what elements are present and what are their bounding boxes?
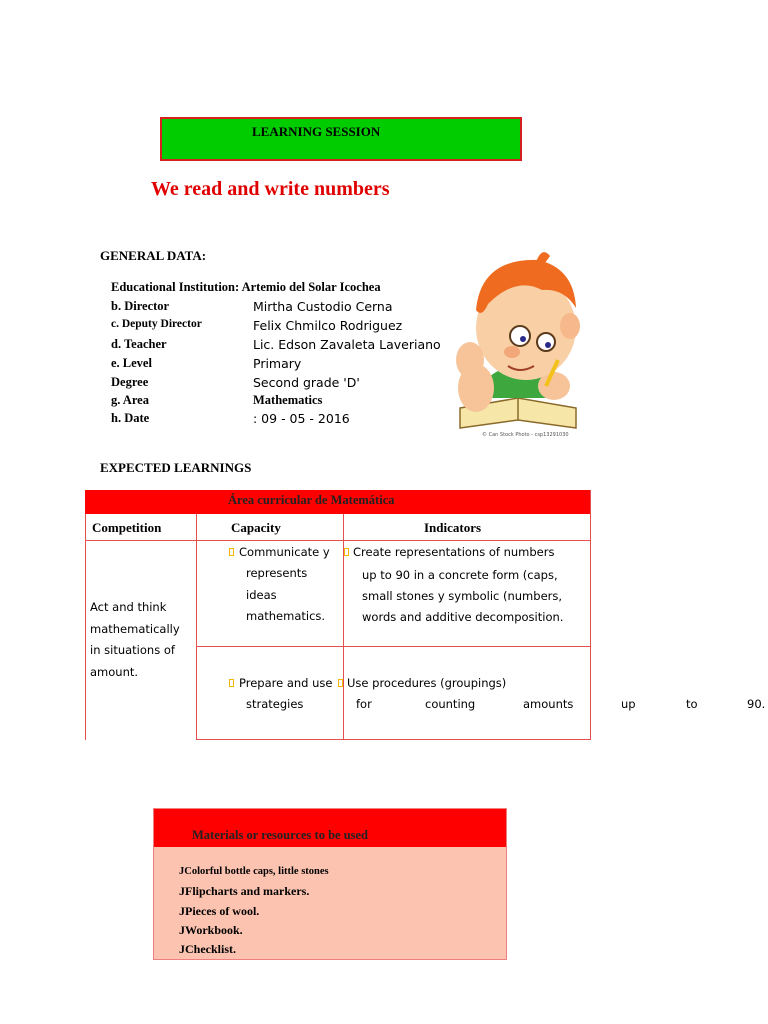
- area-label: g. Area: [111, 393, 149, 407]
- indicator-2-word-counting: counting: [425, 697, 476, 711]
- materials-item: JFlipcharts and markers.: [179, 884, 310, 898]
- image-caption: © Can Stock Photo - csp13291030: [482, 432, 569, 438]
- table-border-right: [590, 490, 591, 740]
- director-value: Mirtha Custodio Cerna: [253, 299, 393, 314]
- indicator-1-line-1: Create representations of numbers: [353, 545, 555, 559]
- materials-item: JPieces of wool.: [179, 904, 260, 918]
- column-competition: Competition: [92, 520, 162, 535]
- indicator-2-word-for: for: [356, 697, 372, 711]
- expected-learnings-heading: EXPECTED LEARNINGS: [100, 460, 252, 475]
- level-label: e. Level: [111, 356, 152, 370]
- column-capacity: Capacity: [231, 520, 281, 535]
- table-divider-1: [196, 514, 197, 740]
- teacher-label: d. Teacher: [111, 337, 167, 351]
- capacity-2-line-2: strategies: [246, 697, 304, 711]
- competition-line-1: Act and think: [90, 600, 167, 614]
- indicator-2-word-to: to: [686, 697, 698, 711]
- materials-heading: Materials or resources to be used: [192, 828, 369, 842]
- date-label: h. Date: [111, 411, 150, 425]
- area-value: Mathematics: [253, 393, 323, 407]
- bullet-icon: [338, 679, 343, 687]
- indicator-1-line-4: words and additive decomposition.: [362, 610, 564, 624]
- table-title: Área curricular de Matemática: [228, 493, 395, 507]
- competition-line-4: amount.: [90, 664, 139, 679]
- level-value: Primary: [253, 356, 302, 371]
- indicator-1-line-3: small stones y symbolic (numbers,: [362, 589, 563, 603]
- competition-line-3: in situations of: [90, 643, 175, 657]
- capacity-1-line-1: Communicate y: [239, 545, 330, 559]
- session-title: LEARNING SESSION: [252, 124, 381, 139]
- materials-item: JColorful bottle caps, little stones: [179, 866, 329, 877]
- student-illustration: [446, 248, 596, 440]
- deputy-director-value: Felix Chmilco Rodriguez: [253, 318, 403, 333]
- capacity-2-line-1: Prepare and use: [239, 676, 333, 690]
- indicator-1-line-2: up to 90 in a concrete form (caps,: [362, 568, 558, 582]
- indicator-2-word-90: 90.: [747, 697, 766, 711]
- indicator-2-line-1: Use procedures (groupings): [347, 676, 507, 690]
- table-row-divider: [196, 646, 591, 647]
- competition-cell: [90, 597, 190, 683]
- deputy-director-label: c. Deputy Director: [111, 318, 202, 330]
- director-label: b. Director: [111, 299, 170, 313]
- capacity-1-line-3: ideas: [246, 588, 277, 602]
- indicator-2-word-up: up: [621, 697, 636, 711]
- table-bottom-line: [196, 739, 591, 740]
- teacher-value: Lic. Edson Zavaleta Laveriano: [253, 337, 441, 352]
- bullet-icon: [229, 679, 234, 687]
- column-indicators: Indicators: [424, 520, 482, 535]
- degree-value: Second grade 'D': [253, 375, 360, 390]
- materials-item: JChecklist.: [179, 942, 236, 956]
- table-header-line: [85, 540, 591, 541]
- capacity-1-line-4: mathematics.: [246, 609, 326, 623]
- capacity-1-line-2: represents: [246, 566, 308, 580]
- competition-line-2: mathematically: [90, 621, 180, 636]
- session-subtitle: We read and write numbers: [151, 178, 390, 200]
- materials-item: JWorkbook.: [179, 923, 243, 937]
- institution-line: Educational Institution: Artemio del Solar Icochea: [111, 280, 381, 294]
- general-data-heading: GENERAL DATA:: [100, 248, 207, 263]
- bullet-icon: [344, 548, 349, 556]
- indicator-2-word-amounts: amounts: [523, 697, 574, 711]
- bullet-icon: [229, 548, 234, 556]
- degree-label: Degree: [111, 375, 149, 389]
- date-value: : 09 - 05 - 2016: [253, 411, 350, 426]
- table-border-left: [85, 514, 86, 740]
